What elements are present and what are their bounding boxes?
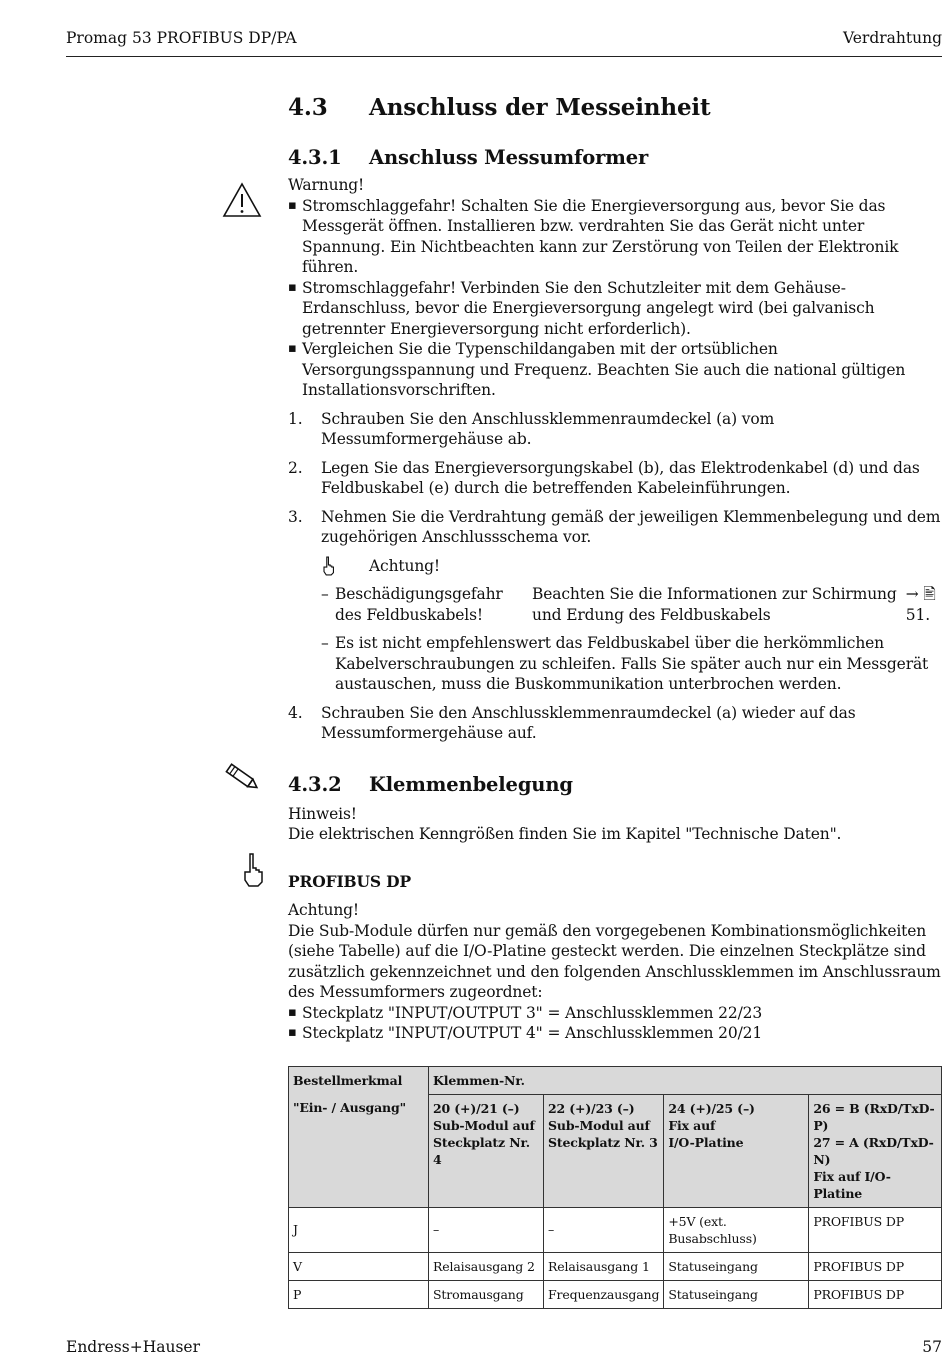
- note-label: Hinweis!: [288, 804, 357, 823]
- list-item: ▪ Steckplatz "INPUT/OUTPUT 4" = Anschlussklemmen 20/21: [288, 1023, 942, 1044]
- page-reference: → 🖹 51.: [905, 585, 936, 624]
- section-title: Anschluss der Messeinheit: [369, 94, 711, 121]
- list-item: ▪ Steckplatz "INPUT/OUTPUT 3" = Anschlussklemmen 22/23: [288, 1003, 942, 1024]
- table-header-order: Bestellmerkmal: [289, 1066, 429, 1094]
- table-header-col: 22 (+)/23 (–) Sub-Modul auf Steckplatz Nr. 3: [544, 1094, 664, 1207]
- terminal-table: [288, 1066, 942, 1309]
- subsection-heading-1: [288, 145, 942, 171]
- warning-triangle-icon: [222, 182, 262, 218]
- list-item: – Es ist nicht empfehlenswert das Feldbuskabel über die herkömmlichen Kabelverschraubungen zu schleifen. Falls Sie später auch nur ein Messgerät austauschen, muss die Buskommunikation unterbrochen werden.: [321, 633, 942, 695]
- step-list: [288, 409, 942, 744]
- subsection-title: Anschluss Messumformer: [369, 146, 649, 169]
- table-header-terminals: Klemmen-Nr.: [429, 1066, 942, 1094]
- list-item: 1. Schrauben Sie den Anschlussklemmenraumdeckel (a) vom Messumformergehäuse ab.: [288, 409, 775, 448]
- list-item: ▪ Stromschlaggefahr! Verbinden Sie den Schutzleiter mit dem Gehäuse-Erdanschluss, bevor die Energieversorgung angelegt wird (bei galvanisch getrennter Energieversorgung nicht erforderlich).: [288, 278, 942, 340]
- subsection-heading-2: [288, 772, 942, 798]
- pencil-icon: [220, 762, 262, 792]
- section-number: 4.3: [288, 94, 328, 121]
- caution-block: [321, 556, 942, 695]
- caution-text: Die Sub-Module dürfen nur gemäß den vorgegebenen Kombinationsmöglichkeiten (siehe Tabelle) auf die I/O-Platine gesteckt werden. Die einzelnen Steckplätze sind zusätzlich gekennzeichnet und den folgenden Anschlussklemmen im Anschlussraum des Messumformers zugeordnet:: [288, 921, 941, 1001]
- list-item: ▪ Vergleichen Sie die Typenschildangaben mit der ortsüblichen Versorgungsspannung und Frequenz. Beachten Sie auch die national gültigen Installationsvorschriften.: [288, 339, 942, 401]
- list-item: – Beschädigungsgefahr des Feldbuskabels! Beachten Sie die Informationen zur Schirmung und Erdung des Feldbuskabels → 🖹 51.: [321, 584, 942, 625]
- pointing-hand-icon: [321, 556, 337, 576]
- table-header-col: 24 (+)/25 (–) Fix auf I/O-Platine: [664, 1094, 809, 1207]
- caution-label: Achtung!: [369, 556, 441, 575]
- caution-label: Achtung!: [288, 901, 360, 919]
- subsection-number: 4.3.2: [288, 772, 342, 796]
- profibus-heading: PROFIBUS DP: [288, 871, 411, 891]
- footer-company: Endress+Hauser: [66, 1338, 200, 1356]
- page-number: 57: [922, 1338, 942, 1356]
- warning-label: Warnung!: [288, 176, 365, 194]
- table-header-order-sub: "Ein- / Ausgang": [289, 1094, 429, 1207]
- main-content: [288, 93, 942, 1309]
- list-item: 3. Nehmen Sie die Verdrahtung gemäß der jeweiligen Klemmenbelegung und dem zugehörigen Anschlussschema vor. Achtung! – Beschädigungsgefahr des Feldbuskabels! Beachten Sie die Informationen zur Schirmung und Erdung des Feldbuskabels → 🖹 51. – Es ist nicht empfehlenswert das Feldbuskabel über die herkömmlichen Kabelverschraubungen zu schleifen. Falls Sie später auch nur ein Messgerät austauschen, muss die Buskommunikation unterbrochen werden.: [288, 507, 942, 695]
- slot-list: [288, 1003, 942, 1044]
- list-item: 4. Schrauben Sie den Anschlussklemmenraumdeckel (a) wieder auf das Messumformergehäuse auf.: [288, 703, 856, 742]
- note-text: Die elektrischen Kenngrößen finden Sie im Kapitel "Technische Daten".: [288, 825, 842, 843]
- running-header-chapter: Verdrahtung: [842, 29, 942, 47]
- header-rule: [66, 56, 942, 57]
- table-header-col: 20 (+)/21 (–) Sub-Modul auf Steckplatz Nr. 4: [429, 1094, 544, 1207]
- caution-list: [321, 584, 942, 695]
- list-item: ▪ Stromschlaggefahr! Schalten Sie die Energieversorgung aus, bevor Sie das Messgerät öffnen. Installieren bzw. verdrahten Sie das Gerät nicht unter Spannung. Ein Nichtbeachten kann zur Zerstörung von Teilen der Elektronik führen.: [288, 196, 942, 278]
- running-header-title: Promag 53 PROFIBUS DP/PA: [66, 29, 297, 47]
- table-row: V Relaisausgang 2 Relaisausgang 1 Statuseingang PROFIBUS DP: [289, 1252, 942, 1280]
- subsection-title: Klemmenbelegung: [369, 772, 573, 796]
- subsection-number: 4.3.1: [288, 146, 342, 169]
- list-item: 2. Legen Sie das Energieversorgungskabel (b), das Elektrodenkabel (d) und das Feldbuskabel (e) durch die betreffenden Kabeleinführungen.: [288, 458, 920, 497]
- table-header-col: 26 = B (RxD/TxD-P) 27 = A (RxD/TxD-N) Fix auf I/O-Platine: [809, 1094, 942, 1207]
- table-row: J – – +5V (ext. Busabschluss) PROFIBUS DP: [289, 1207, 942, 1252]
- table-row: P Stromausgang Frequenzausgang Statuseingang PROFIBUS DP: [289, 1280, 942, 1308]
- pointing-hand-icon: [242, 852, 266, 888]
- warning-list: [288, 196, 942, 401]
- section-heading: [288, 93, 942, 123]
